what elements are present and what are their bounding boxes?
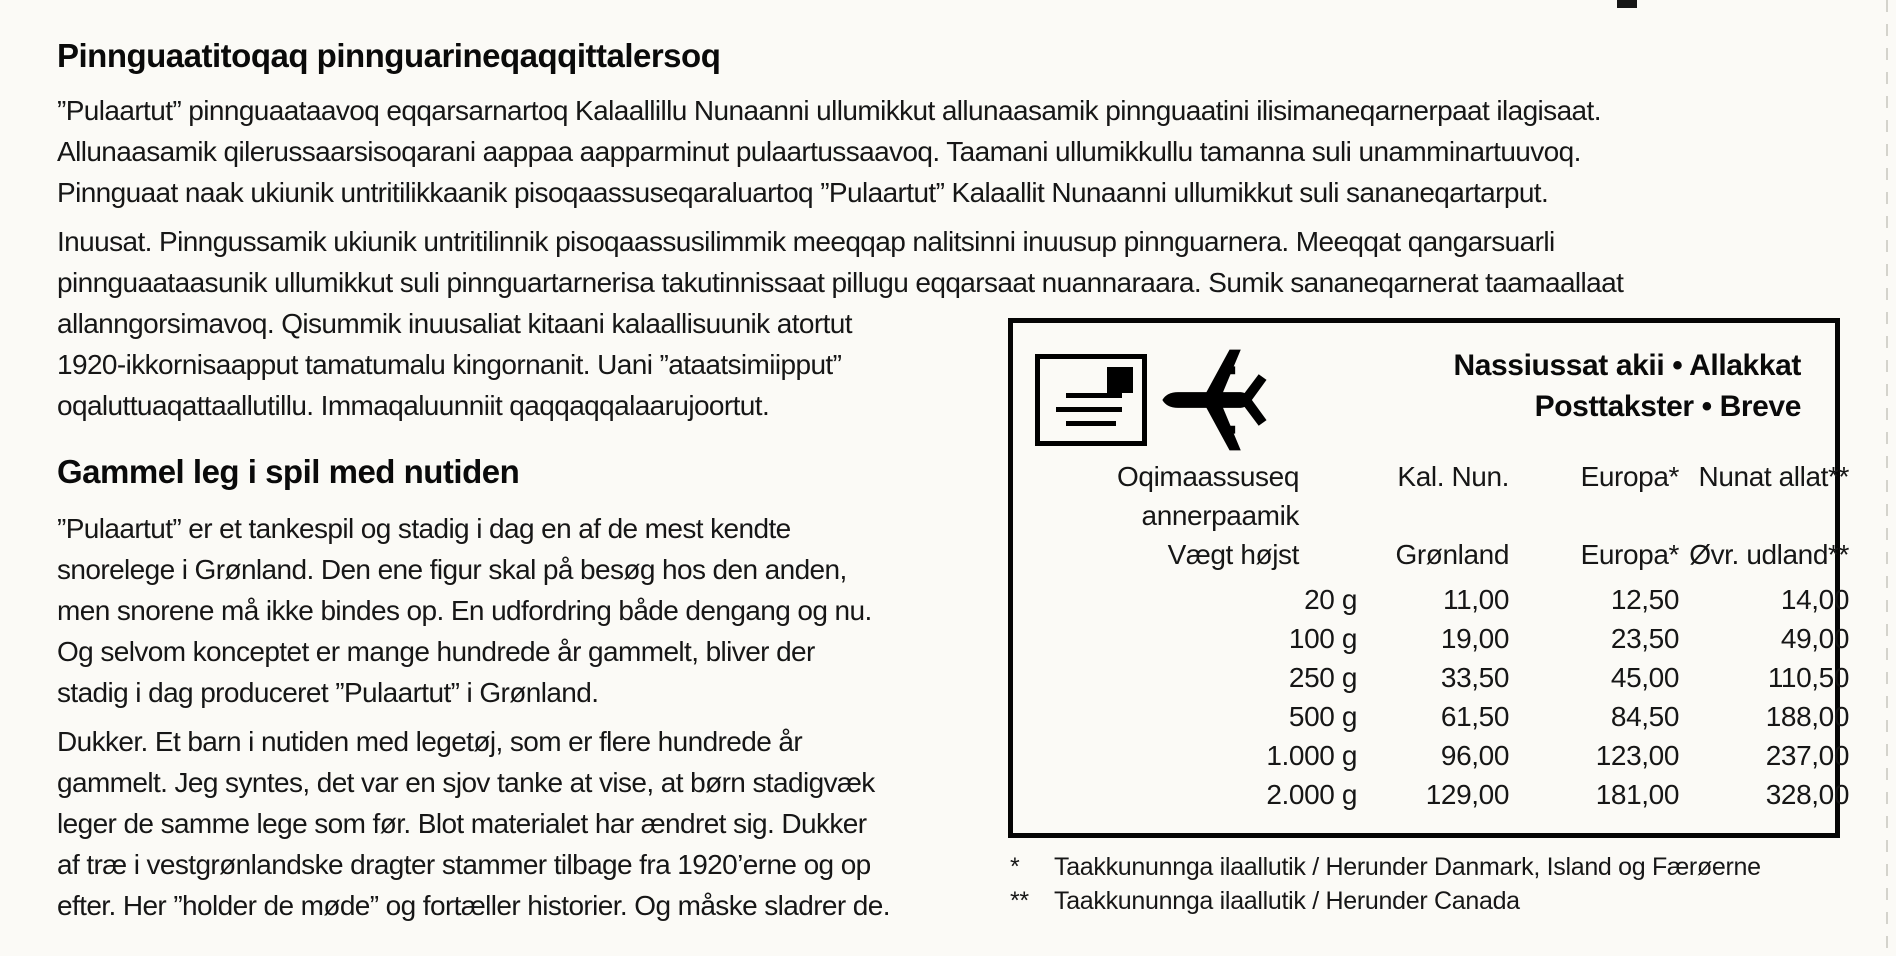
empty-cell <box>1679 496 1849 535</box>
rate-cell: 33,50 <box>1440 662 1509 693</box>
table-header-row <box>1029 496 1849 535</box>
header-other-da: Øvr. udland** <box>1689 539 1849 570</box>
weight-cell: 2.000 g <box>1266 779 1357 810</box>
weight-cell: 1.000 g <box>1266 740 1357 771</box>
text-line: Inuusat. Pinngussamik ukiunik untritilinnik pisoqaassusilimmik meeqqap nalitsinni inuusup pinnguarnera. Meeqqat qangarsuarli <box>57 226 1555 257</box>
rates-title-line-2: Posttakster • Breve <box>1534 390 1801 423</box>
text-line: Allunaasamik qilerussaarsisoqarani aappaa aapparminut pulaartussaavoq. Taamani ullumikkullu tamanna suli unamminartuuvoq. <box>57 136 1581 167</box>
text-line: snorelege i Grønland. Den ene figur skal på besøg hos den anden, <box>57 554 847 585</box>
text-line: ”Pulaartut” pinnguaataavoq eqqarsarnartoq Kalaallillu Nunaanni ullumikkut allunaasamik pinnguaatini ilisimaneqarnerpaat ilagisaat. <box>57 95 1601 126</box>
rate-cell: 181,00 <box>1595 779 1679 810</box>
text-line: ”Pulaartut” er et tankespil og stadig i dag en af de mest kendte <box>57 513 791 544</box>
text-line: gammelt. Jeg syntes, det var en sjov tanke at vise, at børn stadigvæk <box>57 767 875 798</box>
text-line: af træ i vestgrønlandske dragter stammer tilbage fra 1920’erne og op <box>57 849 871 880</box>
rate-cell: 110,50 <box>1767 662 1849 693</box>
footnote-marker: ** <box>1010 887 1029 915</box>
footnote-marker: * <box>1010 853 1020 881</box>
text-line: pinnguaataasunik ullumikkut suli pinnguartarnerisa takutinnissaat pillugu eqqarsaat nuannaraara. Sumik sananeqarnerat taamaallaat <box>57 267 1624 298</box>
footnote-europa <box>1010 850 1761 884</box>
postal-icons <box>1035 341 1271 459</box>
weight-cell: 500 g <box>1288 701 1357 732</box>
table-row <box>1029 697 1849 736</box>
rate-cell: 23,50 <box>1610 623 1679 654</box>
table-row <box>1029 736 1849 775</box>
header-kalnun-gl: Kal. Nun. <box>1397 461 1509 492</box>
postal-rates-table <box>1029 457 1849 814</box>
postal-rates-box <box>1008 318 1849 838</box>
text-line: leger de samme lege som før. Blot materialet har ændret sig. Dukker <box>57 808 867 839</box>
text-line: 1920-ikkornisaapput tamatumalu kingornanit. Uani ”ataatsimiipput” <box>57 349 842 380</box>
rate-cell: 96,00 <box>1440 740 1509 771</box>
weight-cell: 20 g <box>1304 584 1357 615</box>
header-weight-gl-2: annerpaamik <box>1141 500 1299 531</box>
weight-cell: 250 g <box>1288 662 1357 693</box>
rate-cell: 45,00 <box>1610 662 1679 693</box>
rates-footnotes <box>1010 850 1761 918</box>
rate-cell: 11,00 <box>1443 584 1509 615</box>
text-line: Dukker. Et barn i nutiden med legetøj, som er flere hundrede år <box>57 726 803 757</box>
rate-cell: 129,00 <box>1425 779 1509 810</box>
rate-cell: 123,00 <box>1595 740 1679 771</box>
footnote-other-countries <box>1010 884 1761 918</box>
airplane-icon <box>1159 341 1271 459</box>
table-row <box>1029 580 1849 619</box>
greenlandic-section-heading: Pinnguaatitoqaq pinnguarineqaqqittalersoq <box>57 37 721 74</box>
header-europa-da: Europa* <box>1580 539 1679 570</box>
rate-cell: 237,00 <box>1765 740 1849 771</box>
rate-cell: 61,50 <box>1440 701 1509 732</box>
danish-section-heading: Gammel leg i spil med nutiden <box>57 453 520 490</box>
table-header-row <box>1029 457 1849 496</box>
greenlandic-paragraph-1 <box>57 90 1857 213</box>
text-line: men snorene må ikke bindes op. En udfordring både dengang og nu. <box>57 595 872 626</box>
address-line <box>1066 421 1116 426</box>
address-line <box>1066 393 1122 398</box>
rate-cell: 328,00 <box>1765 779 1849 810</box>
footnote-text: Taakkununnga ilaallutik / Herunder Danmark, Island og Færøerne <box>1054 853 1761 881</box>
stamp-square <box>1107 367 1133 393</box>
rate-cell: 14,00 <box>1780 584 1849 615</box>
header-europa-gl: Europa* <box>1580 461 1679 492</box>
text-line: oqaluttuaqattaallutillu. Immaqaluunniit qaqqaqqalaarujoortut. <box>57 390 770 421</box>
text-line: efter. Her ”holder de møde” og fortæller historier. Og måske sladrer de. <box>57 890 890 921</box>
header-weight-gl: Oqimaassuseq <box>1117 461 1299 492</box>
rate-cell: 188,00 <box>1765 701 1849 732</box>
address-line <box>1056 407 1122 412</box>
table-row <box>1029 775 1849 814</box>
weight-cell: 100 g <box>1288 623 1357 654</box>
table-header-row <box>1029 535 1849 580</box>
rates-box-title <box>1453 345 1801 427</box>
empty-cell <box>1357 496 1509 535</box>
rate-cell: 84,50 <box>1610 701 1679 732</box>
table-row <box>1029 658 1849 697</box>
scan-fold-line <box>1886 0 1888 956</box>
rate-cell: 49,00 <box>1780 623 1849 654</box>
header-weight-da: Vægt højst <box>1167 539 1299 570</box>
envelope-icon <box>1035 354 1147 446</box>
table-row <box>1029 619 1849 658</box>
text-line: Og selvom konceptet er mange hundrede år gammelt, bliver der <box>57 636 815 667</box>
footnote-text: Taakkununnga ilaallutik / Herunder Canada <box>1054 887 1520 915</box>
rate-cell: 19,00 <box>1440 623 1509 654</box>
rates-title-line-1: Nassiussat akii • Allakkat <box>1453 349 1801 382</box>
rate-cell: 12,50 <box>1610 584 1679 615</box>
header-other-gl: Nunat allat** <box>1698 461 1849 492</box>
text-line: stadig i dag produceret ”Pulaartut” i Grønland. <box>57 677 599 708</box>
scan-artifact-mark <box>1617 0 1637 8</box>
empty-cell <box>1509 496 1679 535</box>
text-line: allanngorsimavoq. Qisummik inuusaliat kitaani kalaallisuunik atortut <box>57 308 852 339</box>
text-line: Pinnguaat naak ukiunik untritilikkaanik pisoqaassuseqaraluartoq ”Pulaartut” Kalaallit Nunaanni ullumikkut suli sananeqartarput. <box>57 177 1549 208</box>
header-kalnun-da: Grønland <box>1395 539 1509 570</box>
